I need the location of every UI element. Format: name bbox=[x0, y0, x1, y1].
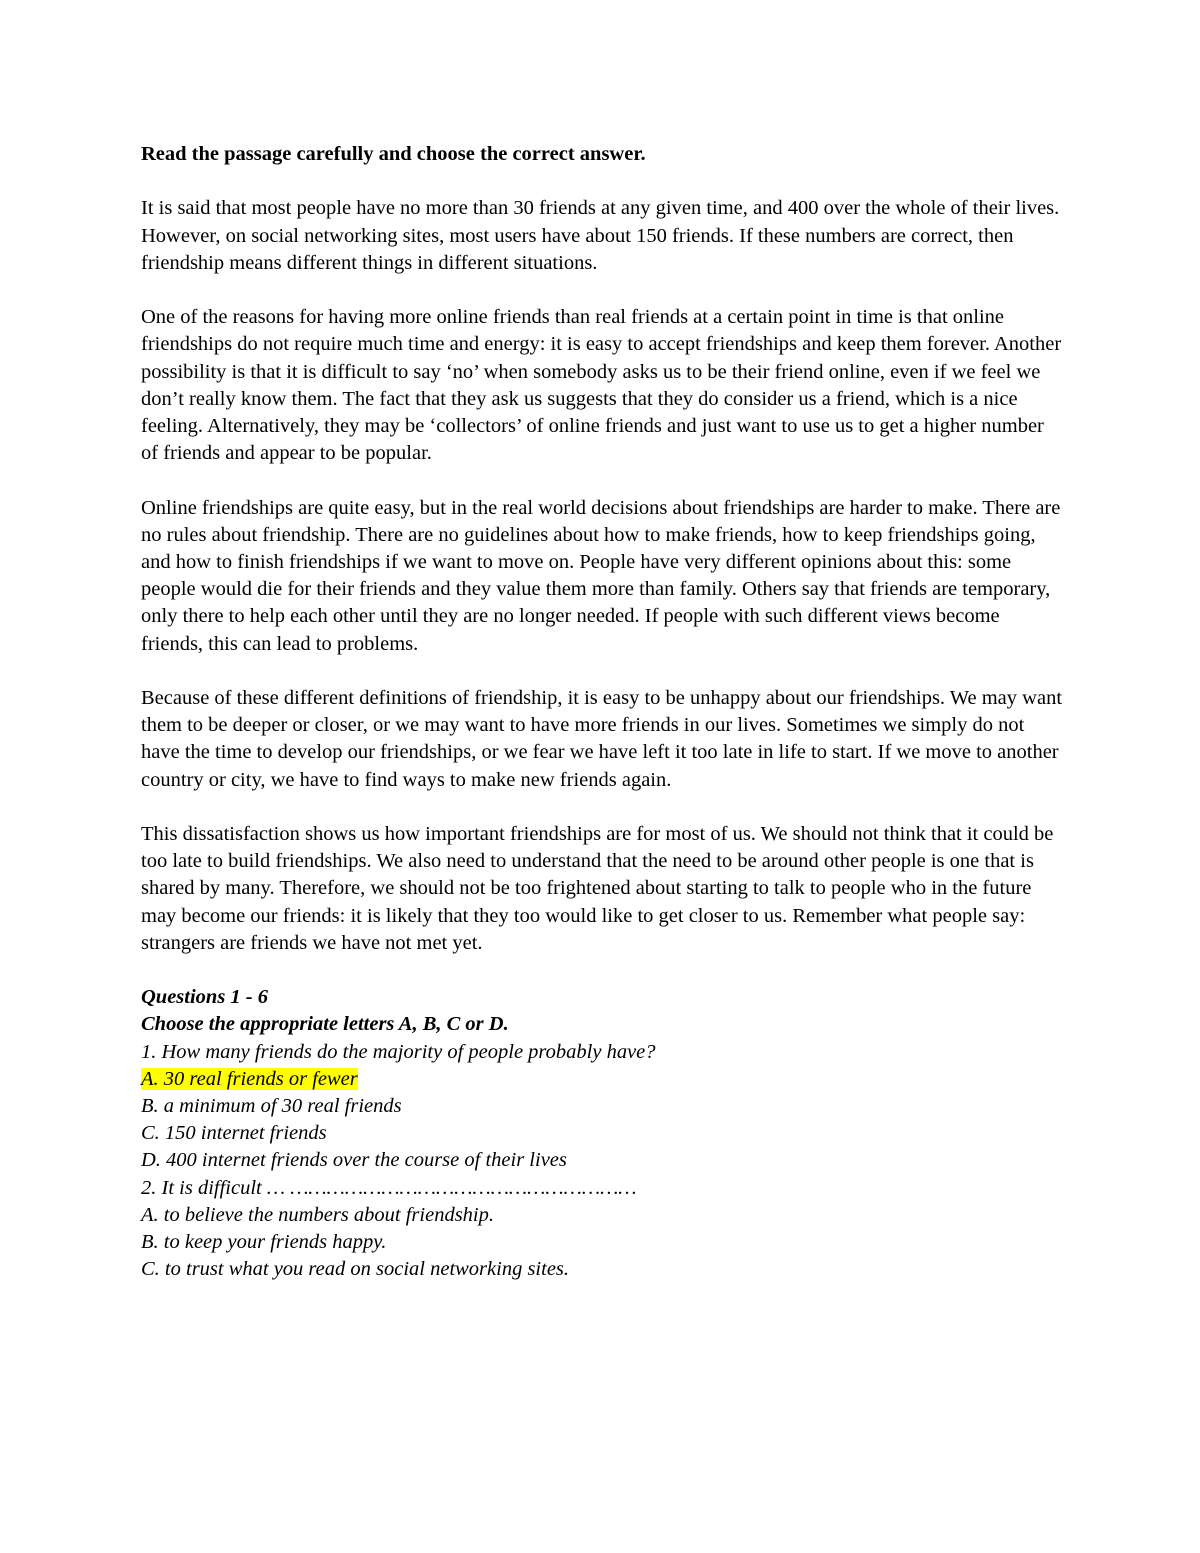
question-1-option-b: B. a minimum of 30 real friends bbox=[141, 1095, 402, 1118]
questions-instruction: Choose the appropriate letters A, B, C or D. bbox=[141, 1013, 509, 1036]
questions-section bbox=[141, 984, 1066, 1283]
question-2-stem: 2. It is difficult … ………………………………………………… bbox=[141, 1176, 637, 1199]
passage-paragraph-4: Because of these different definitions of friendship, it is easy to be unhappy about our friendships. We may want them to be deeper or closer, or we may want to have more friends in our lives. Sometimes we simply do not have the time to develop our friendships, or we fear we have left it too late in life to start. If we move to another country or city, we have to find ways to make new friends again. bbox=[141, 687, 1063, 791]
question-1-stem: 1. How many friends do the majority of people probably have? bbox=[141, 1040, 656, 1063]
highlighted-answer: A. 30 real friends or fewer bbox=[141, 1067, 358, 1090]
passage-paragraph-1: It is said that most people have no more than 30 friends at any given time, and 400 over the whole of their lives. However, on social networking sites, most users have about 150 friends. If these numbers are correct, then friendship means different things in different situations. bbox=[141, 197, 1060, 274]
passage-paragraph-5: This dissatisfaction shows us how important friendships are for most of us. We should not think that it could be too late to build friendships. We also need to understand that the need to be around other people is one that is shared by many. Therefore, we should not be too frightened about starting to talk to people who in the future may become our friends: it is likely that they too would like to get closer to us. Remember what people say: strangers are friends we have not met yet. bbox=[141, 823, 1054, 954]
question-2-option-a: A. to believe the numbers about friendship. bbox=[141, 1203, 494, 1226]
passage-paragraph-2: One of the reasons for having more online friends than real friends at a certain point in time is that online friendships do not require much time and energy: it is easy to accept friendships and keep them forever. Another possibility is that it is difficult to say ‘no’ when somebody asks us to be their friend online, even if we feel we don’t really know them. The fact that they ask us suggests that they do consider us a friend, which is a nice feeling. Alternatively, they may be ‘collectors’ of online friends and just want to use us to get a higher number of friends and appear to be popular. bbox=[141, 306, 1062, 465]
document-page bbox=[141, 141, 1066, 1283]
questions-title: Questions 1 - 6 bbox=[141, 986, 269, 1009]
question-2-option-b: B. to keep your friends happy. bbox=[141, 1231, 387, 1254]
instruction-heading: Read the passage carefully and choose the correct answer. bbox=[141, 143, 646, 165]
question-1-option-c: C. 150 internet friends bbox=[141, 1122, 327, 1145]
passage-paragraph-3: Online friendships are quite easy, but in the real world decisions about friendships are harder to make. There are no rules about friendship. There are no guidelines about how to make friends, how to keep friendships going, and how to finish friendships if we want to move on. People have very different opinions about this: some people would die for their friends and they value them more than family. Others say that friends are temporary, only there to help each other until they are no longer needed. If people with such different views become friends, this can lead to problems. bbox=[141, 496, 1061, 655]
question-1-option-a bbox=[141, 1066, 1066, 1093]
question-1-option-d: D. 400 internet friends over the course of their lives bbox=[141, 1149, 567, 1172]
question-2-option-c: C. to trust what you read on social networking sites. bbox=[141, 1258, 570, 1281]
